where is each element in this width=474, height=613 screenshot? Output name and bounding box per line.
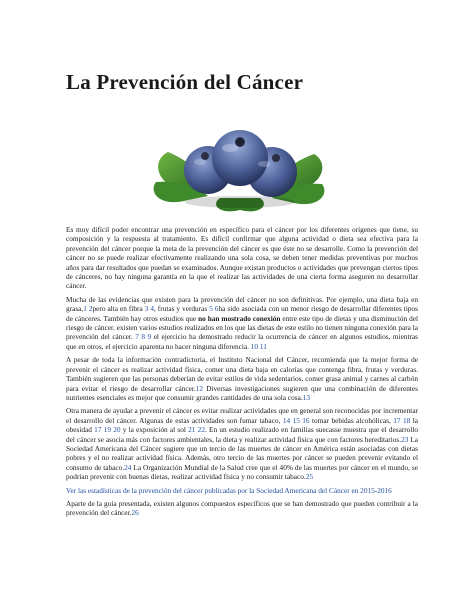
reference-link[interactable]: 24 bbox=[124, 462, 132, 472]
paragraph-text: , frutas y verduras bbox=[153, 304, 210, 314]
reference-link[interactable]: 1 2 bbox=[83, 304, 93, 314]
reference-link[interactable]: 13 bbox=[302, 392, 310, 402]
page-title: La Prevención del Cáncer bbox=[66, 70, 304, 94]
reference-link[interactable]: 17 18 bbox=[393, 415, 411, 425]
statistics-link[interactable] bbox=[66, 486, 418, 495]
reference-link[interactable]: Ver las estadísticas de la prevención del cáncer publicadas por la Sociedad Americana del Cáncer en 2015-2016 bbox=[66, 485, 392, 495]
emphasis-text: no han mostrado conexión bbox=[198, 313, 281, 323]
reference-link[interactable]: 3 4 bbox=[144, 304, 154, 314]
reference-link[interactable]: 10 11 bbox=[250, 341, 267, 351]
paragraph-text: ha sido asociada con un menor riesgo de desarrollar diferentes tipos de cánceres. También hay otros estudios que bbox=[66, 304, 418, 323]
paragraph-text: La Sociedad Americana del Cáncer sugiere que un tercio de las muertes de cáncer en América están asociadas con dietas pobres y el no realizar actividad física. Además, otro tercio de las muertes por cáncer se pueden prevenir evitando el consumo de tabaco. bbox=[66, 434, 419, 472]
evidence-paragraph bbox=[66, 295, 418, 351]
paragraph-text: el ejercicio ha demostrado reducir la ocurrencia de cáncer en algunos estudios, mientras que en otros, el ejercicio aparenta no hacer ninguna diferencia. bbox=[66, 332, 418, 351]
reference-link[interactable]: 26 bbox=[131, 508, 139, 518]
reference-link[interactable]: 7 8 9 bbox=[135, 332, 152, 342]
reference-link[interactable]: 14 15 16 bbox=[282, 415, 310, 425]
reference-link[interactable]: 23 bbox=[401, 434, 409, 444]
paragraph-text: La Organización Mundial de la Salud cree que el 40% de las muertes por cáncer en el mundo, se podrían prevenir con buenas dietas, realizar actividad física y no consumir tabaco. bbox=[66, 462, 418, 482]
paragraph-text: pero alta en fibra bbox=[92, 304, 145, 314]
reference-link[interactable]: 25 bbox=[305, 472, 313, 482]
paragraph-text: tomar bebidas alcohólicas, bbox=[309, 415, 394, 425]
reference-link[interactable]: 12 bbox=[195, 383, 204, 393]
reference-link[interactable]: 17 19 20 bbox=[94, 425, 121, 435]
institute-paragraph bbox=[66, 355, 418, 402]
article-body bbox=[66, 225, 418, 522]
blueberries-image bbox=[150, 120, 330, 215]
paragraph-text: A pesar de toda la información contradictoria, el Instituto Nacional del Cáncer, recomienda que la mejor forma de prevenir el cáncer es realizar actividad física, comer una dieta baja en calorías que contenga fibra, frutas y verduras. También sugieren que las personas deberían de evitar estilos de vida sedentarios, comer grasa animal y carnes al carbón para evitar el riesgo de desarrollar cáncer. bbox=[66, 355, 418, 393]
paragraph-text: Otra manera de ayudar a prevenir el cáncer es evitar realizar actividades que en general son reconocidas por incrementar el desarrollo del cáncer. Algunas de estas actividades son fumar tabaco, bbox=[66, 406, 418, 425]
closing-paragraph bbox=[66, 499, 418, 518]
paragraph-text: . En un estudio realizado en familias suecasse muestra que el desarrollo del cáncer se asocia más con factores ambientales, la dieta y realizar actividad física que con factores hereditarios. bbox=[66, 425, 419, 444]
reference-link[interactable]: 21 22 bbox=[188, 425, 205, 435]
reference-link[interactable]: 5 6 bbox=[209, 304, 219, 314]
paragraph-text: Aparte de la guía presentada, existen algunos compuestos específicos que se han demostrado que pueden contribuir a la prevención del cáncer. bbox=[66, 498, 418, 518]
factors-paragraph bbox=[66, 406, 418, 481]
paragraph-text: la obesidad bbox=[66, 415, 418, 435]
paragraph-text: Es muy difícil poder encontrar una prevención en específico para el cáncer por los diferentes orígenes que tiene, su composición y la respuesta al tratamiento. Es difícil confirmar que alguna actividad o dieta sea efectiva para la prevención del cáncer porque la meta de la prevención del cáncer es que éste no se desarrolle. Como la prevención del cáncer no se puede realizar efectivamente realizando una sola cosa, se deben tener medidas preventivas por muchos años para dar resultados que puedan se examinados. Aunque existan productos o actividades que prevengan ciertos tipos de cánceres, no hay ninguna garantía en la que el realizar las actividades de una cierta forma aseguren no desarrollar cáncer. bbox=[66, 225, 418, 291]
paragraph-text: entre este tipo de dietas y una disminución del riesgo de cáncer. existen varios estudios realizados en los que las dietas de este estilo no tienen ninguna conexión para la prevención del cáncer. bbox=[66, 313, 419, 342]
paragraph-text: y la exposición al sol bbox=[120, 425, 189, 435]
paragraph-text: Diversas investigaciones sugieren que una combinación de diferentes nutrientes esenciales es mejor que consumir grandes cantidades de una sola cosa. bbox=[66, 383, 418, 402]
paragraph-text: Mucha de las evidencias que existen para la prevención del cáncer no son definitivas. Por ejemplo, una dieta baja en grasa, bbox=[66, 294, 418, 314]
blueberries-icon bbox=[150, 120, 330, 215]
intro-paragraph bbox=[66, 225, 418, 291]
